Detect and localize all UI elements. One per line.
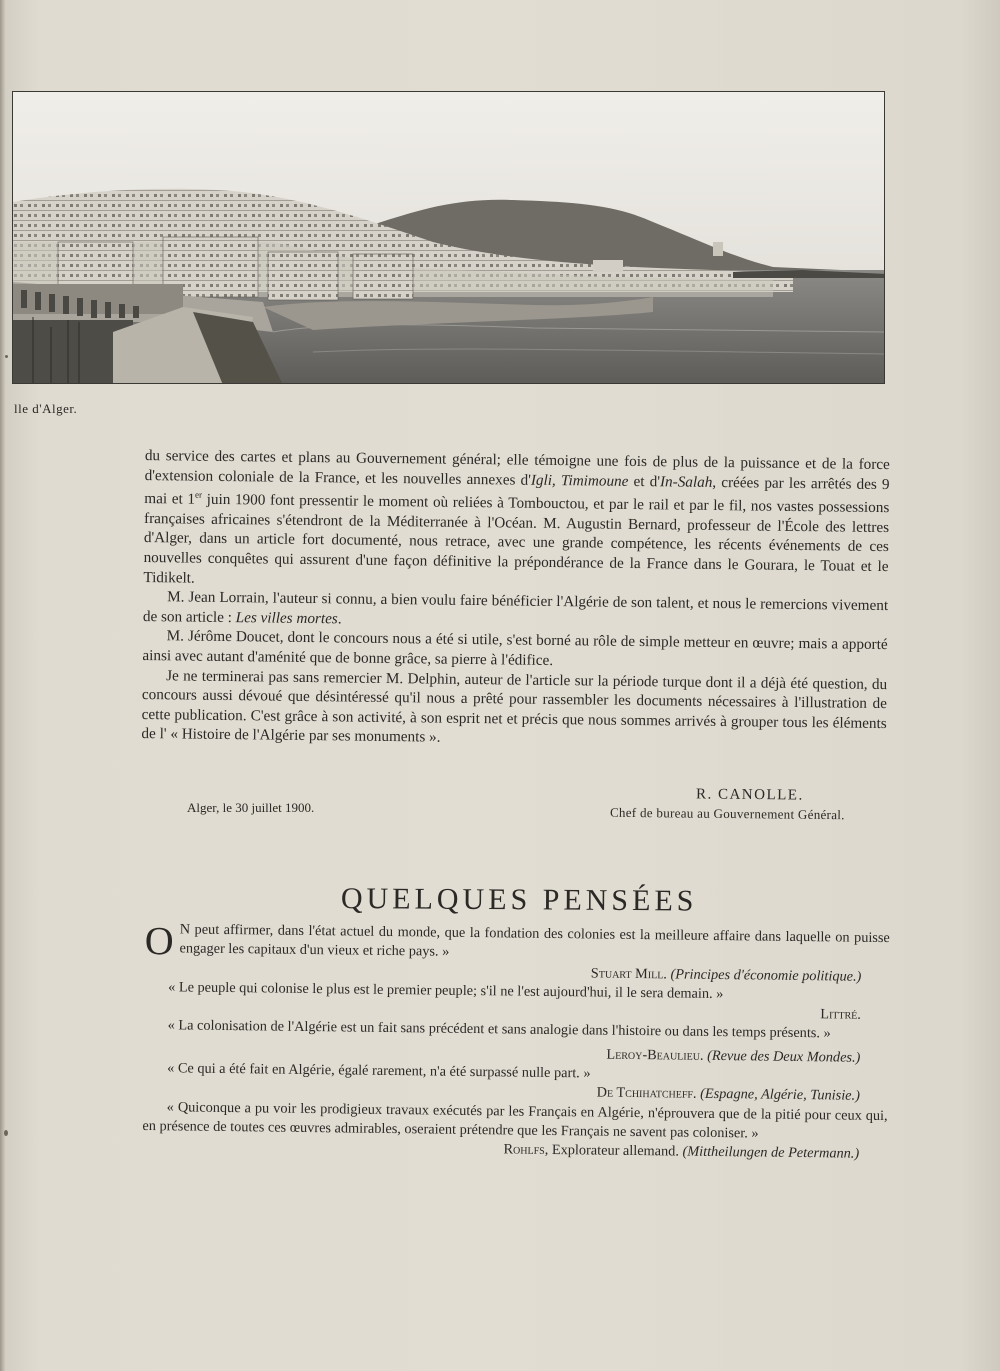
quotes-section: [142, 920, 890, 1165]
quote-5: « Quiconque a pu voir les prodigieux travaux exécutés par les Français en Algérie, n'éprouvera que de la pitié pour ceux qui, en présence de toutes ces œuvres admirables, oseraient prétendre que les Français ne savent pas coloniser. »: [142, 1098, 888, 1142]
quote-2-attribution: Littré.: [820, 1006, 861, 1023]
quote-3-attribution: Leroy-Beaulieu. (Revue des Deux Mondes.): [606, 1046, 861, 1066]
author-title: Chef de bureau au Gouvernement Général.: [609, 804, 845, 823]
intro-paragraph-2: M. Jean Lorrain, l'auteur si connu, a bien voulu faire bénéficier l'Algérie de son talent, et nous le remercions vivement de son article : Les villes mortes.: [142, 588, 889, 628]
photo-caption: lle d'Alger.: [14, 401, 78, 416]
quote-5-attribution: Rohlfs, Explorateur allemand. (Mittheilungen de Petermann.): [503, 1141, 860, 1163]
drop-cap: O: [144, 918, 174, 964]
intro-paragraph-4: Je ne terminerai pas sans remercier M. Delphin, auteur de l'article sur la période turque dont il a déjà été question, du concours aussi dévoué que désintéressé qu'il nous a prêté pour rassembler les documents nécessaires à l'illustration de cette publication. C'est grâce à son activité, à son esprit net et précis que nous sommes arrivés à grouper tous les éléments de l' « Histoire de l'Algérie par ses monuments ».: [141, 666, 888, 747]
section-heading: QUELQUES PENSÉES: [340, 882, 698, 918]
panorama-illustration: [13, 92, 885, 384]
intro-paragraph-3: M. Jérôme Doucet, dont le concours nous a été si utile, s'est borné au rôle de simple metteur en œuvre; mais a apporté ainsi avec autant d'aménité que de bonne grâce, sa pierre à l'édifice.: [142, 627, 888, 670]
paper-speck: [5, 355, 8, 358]
quote-2: « Le peuple qui colonise le plus est le premier peuple; s'il ne l'est aujourd'hui, il le sera demain. »: [168, 979, 724, 1002]
place-date: Alger, le 30 juillet 1900.: [187, 800, 315, 815]
quote-4-attribution: De Tchihatcheff. (Espagne, Algérie, Tunisie.): [596, 1084, 860, 1105]
binding-gutter: [0, 0, 6, 1371]
quote-3: « La colonisation de l'Algérie est un fait sans précédent et sans analogie dans l'histoire ou dans les temps présents. »: [167, 1017, 831, 1042]
paper-speck: [4, 1130, 8, 1136]
quote-1-attribution: Stuart Mill. (Principes d'économie politique.): [590, 965, 862, 985]
algiers-panorama-photo: [12, 91, 885, 384]
author-signature: R. CANOLLE.: [695, 786, 804, 804]
intro-text: [141, 446, 890, 753]
quote-1: O N peut affirmer, dans l'état actuel du monde, que la fondation des colonies est la meilleure affaire dans laquelle on puisse engager les capitaux d'un vieux et riche pays. »: [144, 918, 890, 964]
intro-paragraph-1: du service des cartes et plans au Gouvernement général; elle témoigne une fois de plus de la puissance et de la force d'extension coloniale de la France, et les nouvelles annexes d'Igli, Timimoune et d'In-Salah, créées par les arrêtés des 9 mai et 1er juin 1900 font pressentir le moment où reliées à Tombouctou, et par le rail et par le fil, nos vastes possessions françaises africaines s'étendront de la Méditerranée à l'Océan. M. Augustin Bernard, professeur de l'École des lettres d'Alger, dans un article fort documenté, nous retrace, avec une grande compétence, les récents événements de ces nouvelles conquêtes qui assurent d'une façon définitive la prépondérance de la France dans le Gourara, le Touat et le Tidikelt.: [143, 446, 890, 587]
quote-4: « Ce qui a été fait en Algérie, égalé rarement, n'a été surpassé nulle part. »: [167, 1060, 591, 1082]
